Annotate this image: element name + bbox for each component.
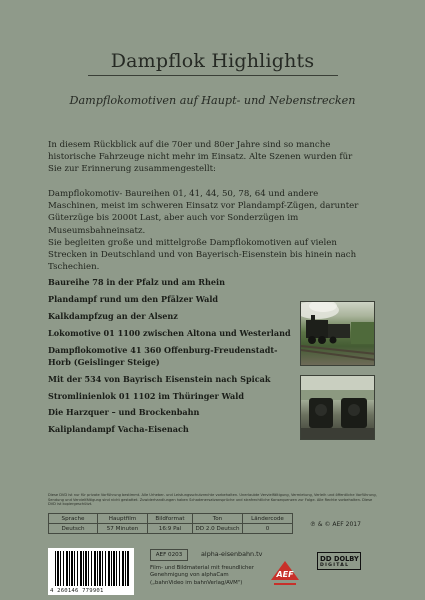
spec-header: Bildformat: [148, 514, 193, 524]
chapter-item: Dampflokomotive 41 360 Offenburg-Freudenstadt-Horb (Geislinger Steige): [48, 344, 278, 367]
spec-header: Ton: [193, 514, 243, 524]
spec-table: [48, 513, 293, 534]
dolby-digital-logo: [317, 552, 361, 570]
chapter-item: Kalkdampfzug an der Alsenz: [48, 310, 178, 321]
double-locomotive-photo: [300, 375, 375, 440]
locomotive-illustration: [301, 302, 375, 366]
chapter-item: Mit der 534 von Bayrisch Eisenstein nach Spicak: [48, 373, 271, 384]
steam-locomotive-photo: [300, 301, 375, 366]
legal-notice: Diese DVD ist nur für private Vorführung bestimmt. Alle Urheber- und Leistungsschutzrechte vorbehalten. Unerlaubte Vervielfältigung, Vermietung, Verleih und öffentliche Vorführung, Sendung und Vervielfältigung sind nicht gestattet. Zuwiderhandlungen haben Schadenersatzansprüche und strafrechtliche Konsequenzen zur Folge. Alle Rechte vorbehalten. Diese DVD ist kopiergeschützt.: [48, 493, 377, 507]
barcode-number: 4 260146 779901: [50, 588, 104, 594]
barcode-bars: [55, 551, 129, 586]
chapter-item: Stromlinienlok 01 1102 im Thüringer Wald: [48, 390, 245, 401]
spec-header: Hauptfilm: [98, 514, 148, 524]
spec-value-row: [49, 524, 293, 534]
website-url: alpha-eisenbahn.tv: [201, 550, 263, 558]
spec-value: DD 2.0 Deutsch: [193, 524, 243, 534]
chapter-item: Baureihe 78 in der Pfalz und am Rhein: [48, 277, 225, 287]
chapter-item: Die Harzquer – und Brockenbahn: [48, 407, 200, 418]
title-divider: [88, 75, 338, 76]
aef-logo: [268, 558, 302, 588]
chapter-list: [48, 277, 298, 441]
locomotives-paragraph: Dampflokomotiv- Baureihen 01, 41, 44, 50, 78, 64 und andere Maschinen, meist im schweren Einsatz vor Plandampf-Zügen, darunter Güterzüge bis 2000t Last, aber auch vor Sonderzügen im Museumsbahneinsatz.: [48, 189, 359, 236]
dolby-double-d-icon: DD: [320, 555, 332, 563]
chapter-item: Kaliplandampf Vacha-Eisenach: [48, 424, 189, 435]
dolby-digital-label: DIGITAL: [320, 563, 350, 568]
chapter-item: Lokomotive 01 1100 zwischen Altona und Westerland: [48, 327, 291, 338]
spec-header: Ländercode: [243, 514, 293, 524]
aef-logo-text: AEF: [276, 570, 294, 579]
footage-credits: Film- und Bildmaterial mit freundlicher Genehmigung von alphaCam („bahnVideo im bahnVerlag/AVM"): [150, 565, 254, 586]
cover-subtitle: Dampflokomotiven auf Haupt- und Nebenstrecken: [69, 94, 356, 107]
spec-value: 57 Minuten: [98, 524, 148, 534]
copyright-notice: ℗ & © AEF 2017: [310, 521, 361, 528]
cover-title: Dampflok Highlights: [110, 50, 315, 72]
spec-header: Sprache: [49, 514, 98, 524]
spec-value: 16:9 Pal: [148, 524, 193, 534]
locomotives-illustration: [301, 376, 375, 440]
spec-value: Deutsch: [49, 524, 98, 534]
aef-logo-icon: [268, 558, 302, 588]
routes-paragraph: Sie begleiten große und mittelgroße Dampflokomotiven auf vielen Strecken in Deutschland und von Bayerisch-Eisenstein bis hinein nach Tschechien.: [48, 238, 357, 273]
spec-value: 0: [243, 524, 293, 534]
product-code: AEF 0203: [150, 549, 188, 561]
spec-header-row: [49, 514, 293, 524]
chapter-item: Plandampf rund um den Pfälzer Wald: [48, 293, 219, 304]
barcode: [48, 548, 134, 595]
dolby-wordmark: DOLBY: [334, 555, 359, 563]
intro-paragraph: In diesem Rückblick auf die 70er und 80er Jahre sind so manche historische Fahrzeuge nicht mehr im Einsatz. Alte Szenen wurden für Sie zur Erinnerung zusammengestellt:: [48, 140, 353, 175]
